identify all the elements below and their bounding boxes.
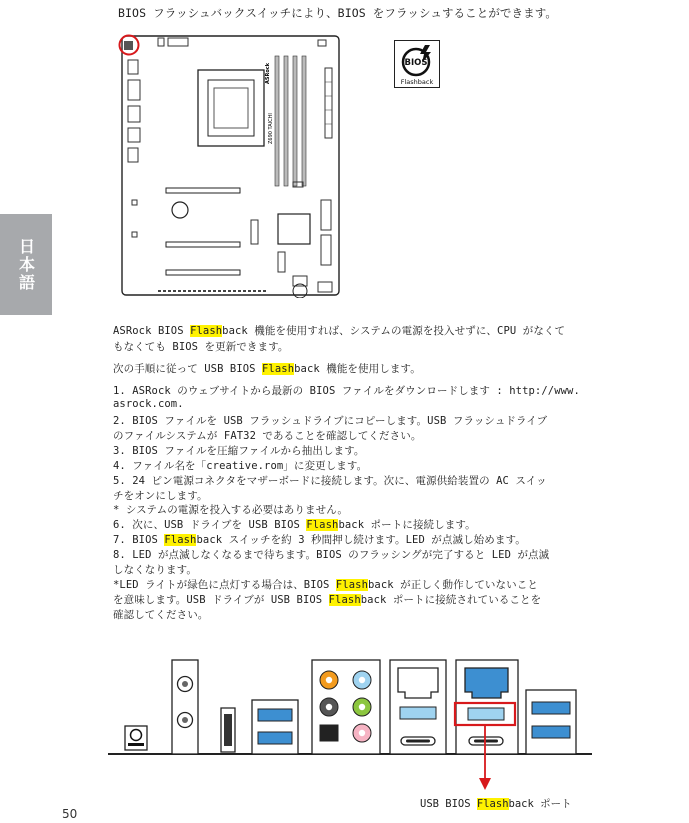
step-2-cont: のファイルシステムが FAT32 であることを確認してください。 [113, 430, 422, 442]
step-1: 1. ASRock のウェブサイトから最新の BIOS ファイルをダウンロードします : http://www. [113, 385, 580, 397]
step-7: 7. BIOS Flashback スイッチを約 3 秒間押し続けます。LED が点滅し始めます。 [113, 534, 526, 546]
svg-text:ASRock: ASRock [265, 62, 271, 84]
flashback-port-label: USB BIOS Flashback ポート [420, 798, 572, 810]
usb-bios-flashback-port [468, 708, 504, 720]
svg-text:Flashback: Flashback [400, 78, 434, 86]
intro-line-3: 次の手順に従って USB BIOS Flashback 機能を使用します。 [113, 363, 421, 375]
language-tab [0, 214, 52, 315]
bios-flashback-logo [394, 40, 440, 88]
rear-io-diagram [108, 652, 592, 794]
step-8-cont: しなくなります。 [113, 564, 197, 576]
language-tab-label: 日本語 [16, 237, 36, 292]
step-5: 5. 24 ピン電源コネクタをマザーボードに接続します。次に、電源供給装置の AC スイッ [113, 475, 547, 487]
step-2: 2. BIOS ファイルを USB フラッシュドライブにコピーします。USB フラッシュドライブ [113, 415, 548, 427]
page-number: 50 [62, 807, 78, 821]
step-5-note: * システムの電源を投入する必要はありません。 [113, 504, 349, 516]
step-8-note-1: *LED ライトが緑色に点灯する場合は、BIOS Flashback が正しく動作していないこと [113, 579, 538, 591]
step-3: 3. BIOS ファイルを圧縮ファイルから抽出します。 [113, 445, 365, 457]
motherboard-diagram [118, 32, 342, 298]
bios-flashback-icon [395, 41, 439, 87]
step-1-cont: asrock.com. [113, 398, 184, 410]
svg-text:BIOS: BIOS [404, 58, 428, 68]
step-8-note-3: 確認してください。 [113, 609, 209, 621]
svg-text:Z690 TAICHI: Z690 TAICHI [268, 113, 274, 144]
step-8-note-2: を意味します。USB ドライブが USB BIOS Flashback ポートに接続されていることを [113, 594, 542, 606]
step-4: 4. ファイル名を「creative.rom」に変更します。 [113, 460, 368, 472]
step-8: 8. LED が点滅しなくなるまで待ちます。BIOS のフラッシングが完了すると LED が点滅 [113, 549, 550, 561]
header-text: BIOS フラッシュバックスイッチにより、BIOS をフラッシュすることができます。 [118, 6, 558, 20]
intro-line-2: もなくても BIOS を更新できます。 [113, 341, 289, 353]
step-6: 6. 次に、USB ドライブを USB BIOS Flashback ポートに接続します。 [113, 519, 476, 531]
step-5-cont: チをオンにします。 [113, 490, 208, 502]
intro-line-1: ASRock BIOS Flashback 機能を使用すれば、システムの電源を投入せずに、CPU がなくて [113, 325, 566, 337]
